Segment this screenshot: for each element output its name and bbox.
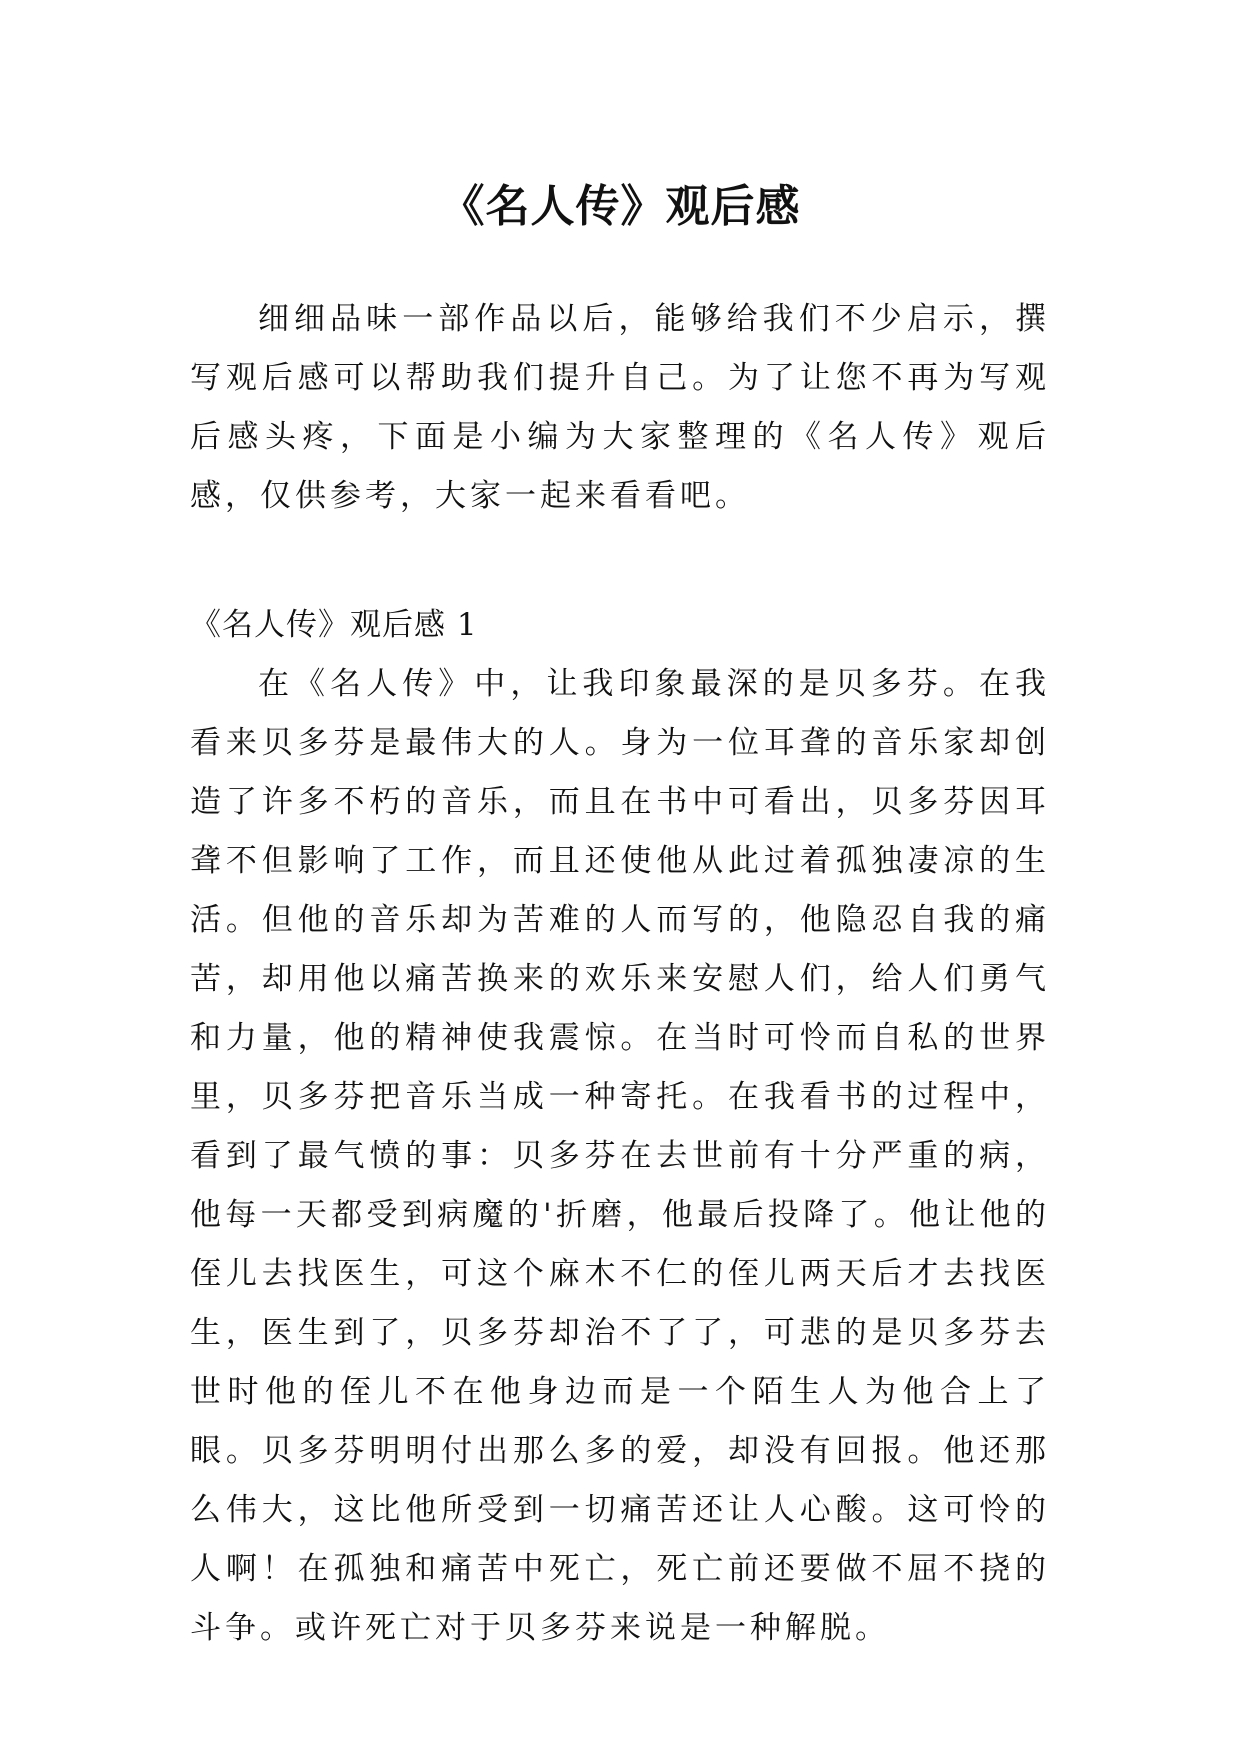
document-title: 《名人传》观后感 — [440, 181, 801, 233]
section-1 — [190, 596, 1050, 1658]
section-heading: 《名人传》观后感 1 — [190, 607, 478, 643]
document-content — [190, 290, 1050, 1658]
intro-paragraph: 细细品味一部作品以后，能够给我们不少启示，撰写观后感可以帮助我们提升自己。为了让您不再为写观后感头疼，下面是小编为大家整理的《名人传》观后感，仅供参考，大家一起来看看吧。 — [190, 301, 1050, 514]
section-body: 在《名人传》中，让我印象最深的是贝多芬。在我看来贝多芬是最伟大的人。身为一位耳聋的音乐家却创造了许多不朽的音乐，而且在书中可看出，贝多芬因耳聋不但影响了工作，而且还使他从此过着孤独凄凉的生活。但他的音乐却为苦难的人而写的，他隐忍自我的痛苦，却用他以痛苦换来的欢乐来安慰人们，给人们勇气和力量，他的精神使我震惊。在当时可怜而自私的世界里，贝多芬把音乐当成一种寄托。在我看书的过程中，看到了最气愤的事：贝多芬在去世前有十分严重的病，他每一天都受到病魔的'折磨，他最后投降了。他让他的侄儿去找医生，可这个麻木不仁的侄儿两天后才去找医生，医生到了，贝多芬却治不了了，可悲的是贝多芬去世时他的侄儿不在他身边而是一个陌生人为他合上了眼。贝多芬明明付出那么多的爱，却没有回报。他还那么伟大，这比他所受到一切痛苦还让人心酸。这可怜的人啊！在孤独和痛苦中死亡，死亡前还要做不屈不挠的斗争。或许死亡对于贝多芬来说是一种解脱。 — [190, 666, 1050, 1646]
